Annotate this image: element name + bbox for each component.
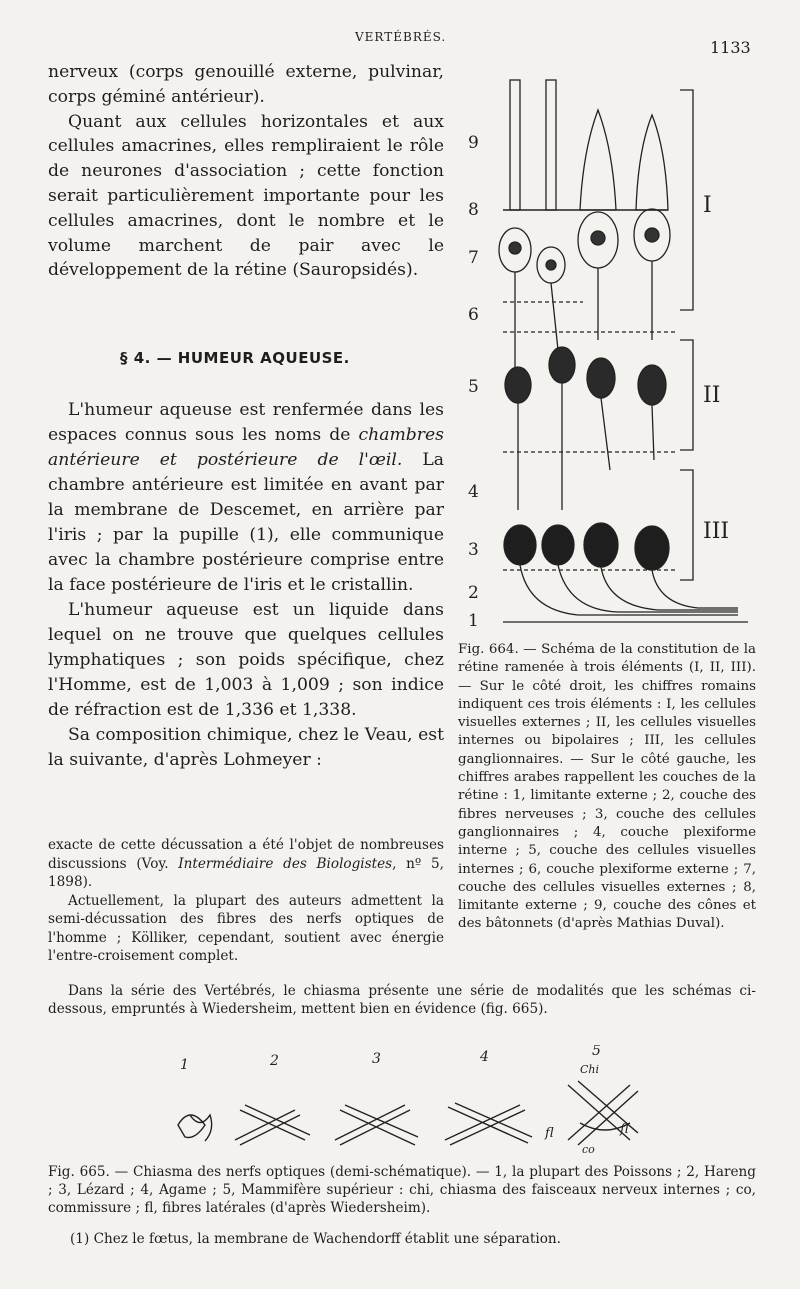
layer-number: 6 bbox=[468, 305, 479, 325]
paragraph: Sa composition chimique, chez le Veau, est la suivante, d'après Lohmeyer : bbox=[48, 725, 444, 770]
figure-number: 4 bbox=[480, 1049, 489, 1065]
chiasma-diagram bbox=[160, 1045, 780, 1155]
text-run: L'humeur aqueuse est renfermée dans les espaces connus sous les noms de bbox=[48, 400, 444, 445]
page-number: 1133 bbox=[710, 38, 751, 57]
chiasma-1 bbox=[178, 1115, 205, 1138]
label-co: co bbox=[582, 1143, 595, 1155]
section-heading: § 4. — HUMEUR AQUEUSE. bbox=[120, 349, 350, 367]
text-column-small bbox=[48, 836, 444, 966]
retina-diagram bbox=[458, 70, 758, 640]
footnote: (1) Chez le fœtus, la membrane de Wachendorff établit une séparation. bbox=[70, 1231, 561, 1247]
element-numeral: II bbox=[703, 383, 721, 408]
figure-number: 1 bbox=[180, 1057, 189, 1073]
rod-outer-segment bbox=[546, 80, 556, 210]
layer-number: 1 bbox=[468, 611, 479, 631]
text-fullwidth bbox=[48, 982, 756, 1018]
figure-chiasma bbox=[160, 1045, 780, 1155]
label-chi: Chi bbox=[580, 1063, 600, 1076]
bracket-II bbox=[680, 340, 693, 450]
running-head: VERTÉBRÉS. bbox=[355, 30, 447, 44]
italic-run: chambres antérieure et postérieure de l'œil. bbox=[48, 425, 444, 470]
figure-number: 3 bbox=[372, 1051, 381, 1067]
layer-number: 5 bbox=[468, 377, 479, 397]
cone bbox=[636, 115, 668, 210]
label-fl: fl bbox=[620, 1122, 629, 1137]
bracket-III bbox=[680, 470, 693, 580]
rod-outer-segment bbox=[510, 80, 520, 210]
figure-number: 2 bbox=[270, 1053, 279, 1069]
text-run: exacte de cette décussation a été l'objet de nombreuses discussions (Voy. bbox=[48, 837, 444, 872]
text-column-top bbox=[48, 60, 444, 283]
layer-number: 8 bbox=[468, 200, 479, 220]
paragraph: nerveux (corps genouillé externe, pulvinar, corps géminé antérieur). bbox=[48, 62, 444, 107]
bracket-I bbox=[680, 90, 693, 310]
paragraph bbox=[48, 398, 444, 598]
figure-retina-schema bbox=[458, 70, 758, 640]
paragraph: Dans la série des Vertébrés, le chiasma présente une série de modalités que les schémas ci-dessous, empruntés à Wiedersheim, mettent bien en évidence (fig. 665). bbox=[48, 983, 756, 1017]
figure-caption: Fig. 664. — Schéma de la constitution de la rétine ramenée à trois éléments (I, II, III). — Sur le côté droit, les chiffres romains indiquent ces trois éléments : I, les cellules visuelles externes ; II, les cellules visuelles internes ou bipolaires ; III, les cellules ganglionnaires. — Sur le côté gauche, les chiffres arabes rappellent les couches de la rétine : 1, limitante externe ; 2, couche des fibres nerveuses ; 3, couche des cellules ganglionnaires ; 4, couche plexiforme interne ; 5, couche des cellules visuelles internes ; 6, couche plexiforme externe ; 7, couche des cellules visuelles externes ; 8, limitante externe ; 9, couche des cônes et des bâtonnets (d'après Mathias Duval). bbox=[458, 642, 756, 932]
layer-number: 9 bbox=[468, 133, 479, 153]
layer-number: 2 bbox=[468, 583, 479, 603]
figure-caption: Fig. 665. — Chiasma des nerfs optiques (demi-schématique). — 1, la plupart des Poissons ; 2, Hareng ; 3, Lézard ; 4, Agame ; 5, Mammifère supérieur : chi, chiasma des faisceaux nerveux internes ; co, commissure ; fl, fibres latérales (d'après Wiedersheim). bbox=[48, 1164, 756, 1216]
figure-number: 5 bbox=[592, 1045, 601, 1059]
italic-run: Intermédiaire des Biologistes bbox=[178, 855, 393, 872]
cone bbox=[580, 110, 616, 210]
paragraph: Quant aux cellules horizontales et aux cellules amacrines, elles rempliraient le rôle de neurones d'association ; cette fonction serait particulièrement importante pour les cellules amacrines, dont le nombre et le volume marchent de pair avec le développement de la rétine (Sauropsidés). bbox=[48, 111, 444, 281]
paragraph: Actuellement, la plupart des auteurs admettent la semi-décussation des fibres des nerfs optiques de l'homme ; Kölliker, cependant, soutient avec énergie l'entre-croisement complet. bbox=[48, 892, 444, 964]
layer-number: 7 bbox=[468, 248, 479, 268]
element-numeral: I bbox=[703, 193, 712, 218]
layer-number: 3 bbox=[468, 540, 479, 560]
paragraph bbox=[48, 836, 444, 892]
label-fl: fl bbox=[545, 1126, 554, 1141]
element-numeral: III bbox=[703, 519, 730, 544]
text-column-middle bbox=[48, 398, 444, 773]
text-run: La chambre antérieure est limitée en avant par la membrane de Descemet, en arrière par l'iris ; par la pupille (1), elle communique avec la chambre postérieure comprise entre la face postérieure de l'iris et le cristallin. bbox=[48, 450, 445, 595]
paragraph: L'humeur aqueuse est un liquide dans lequel on ne trouve que quelques cellules lymphatiques ; son poids spécifique, chez l'Homme, est de 1,003 à 1,009 ; son indice de réfraction est de 1,336 et 1,338. bbox=[48, 600, 444, 720]
text-run: , nº 5, 1898). bbox=[48, 855, 444, 890]
layer-number: 4 bbox=[468, 482, 479, 502]
